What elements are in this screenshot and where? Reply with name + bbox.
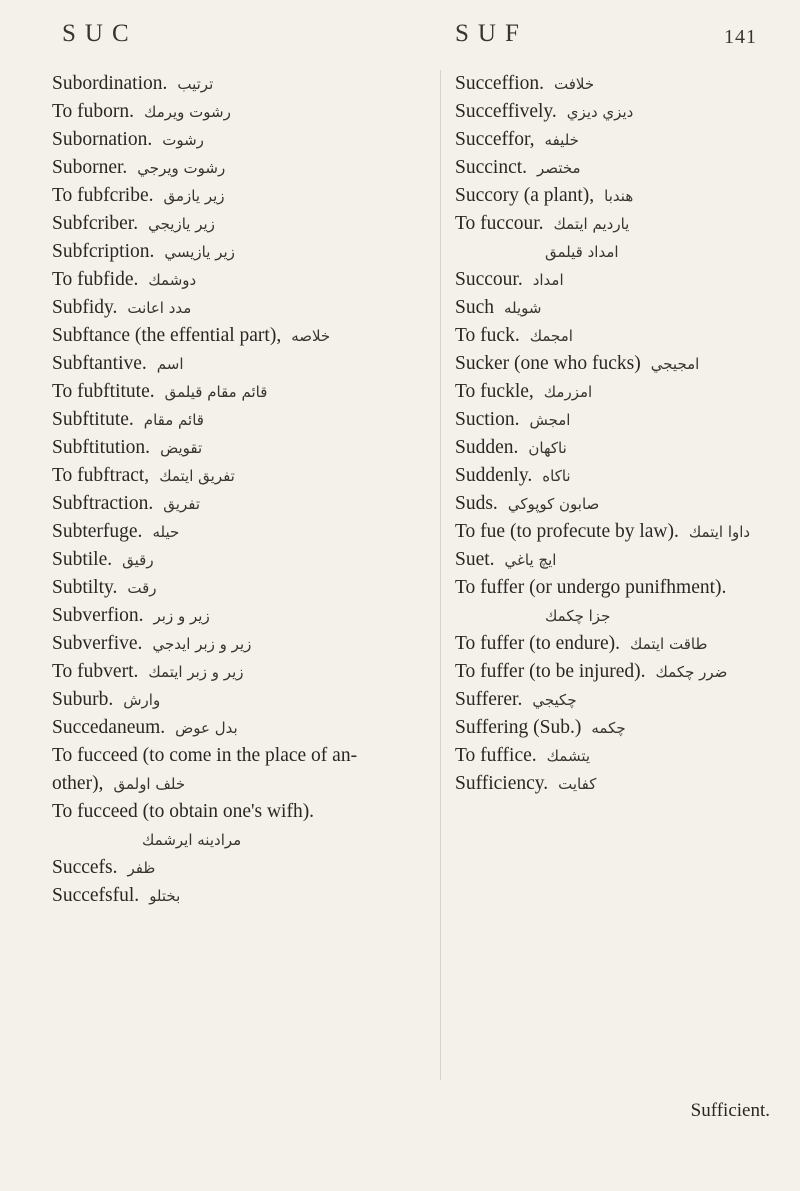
entry-english: To fuck. — [455, 325, 520, 346]
dictionary-entry — [455, 742, 785, 770]
entry-english: Succinct. — [455, 157, 528, 178]
entry-english: Suborner. — [52, 157, 128, 178]
dictionary-entry — [52, 714, 432, 742]
entry-ottoman: بختلو — [149, 887, 181, 905]
entry-english: To fucceed (to come in the place of an- — [52, 745, 358, 766]
entry-english: To fue (to profecute by law). — [455, 521, 679, 542]
dictionary-entry — [455, 154, 785, 182]
running-head-right: SUF — [455, 20, 528, 47]
dictionary-entry — [455, 378, 785, 406]
dictionary-entry — [52, 266, 432, 294]
entry-english: Succefsful. — [52, 885, 140, 906]
entry-english: To fubftract, — [52, 465, 150, 486]
entry-english: Subfcriber. — [52, 213, 139, 234]
entry-english: To fuborn. — [52, 101, 135, 122]
dictionary-entry — [455, 266, 785, 294]
entry-ottoman: هندبا — [604, 187, 634, 205]
dictionary-entry — [455, 518, 785, 546]
dictionary-entry — [52, 882, 432, 910]
entry-ottoman: كفايت — [558, 775, 597, 793]
dictionary-entry — [455, 546, 785, 574]
entry-english: Subverfive. — [52, 633, 143, 654]
entry-english: Subverfion. — [52, 605, 144, 626]
entry-english: Succeffor, — [455, 129, 535, 150]
entry-ottoman: چكمه — [591, 719, 626, 737]
entry-ottoman: وارش — [123, 691, 161, 709]
entry-english: Subftitution. — [52, 437, 151, 458]
entry-english: Sucker (one who fucks) — [455, 353, 641, 374]
entry-ottoman: يتشمك — [546, 747, 591, 765]
entry-english: To fubvert. — [52, 661, 139, 682]
dictionary-entry — [52, 658, 432, 686]
entry-english: Such — [455, 297, 494, 318]
entry-ottoman: زير و زبر ايدجي — [152, 635, 252, 653]
left-column — [52, 70, 432, 910]
dictionary-entry — [52, 854, 432, 882]
entry-ottoman: زير و زبر — [153, 607, 210, 625]
entry-english: Suffering (Sub.) — [455, 717, 582, 738]
entry-ottoman: قائم مقام قيلمق — [164, 383, 268, 401]
entry-english: Succour. — [455, 269, 523, 290]
entry-english: To fuffer (to be injured). — [455, 661, 646, 682]
entry-ottoman: خلافت — [554, 75, 595, 93]
entry-ottoman: زير و زبر ايتمك — [148, 663, 244, 681]
entry-ottoman: تفريق — [163, 495, 201, 513]
dictionary-entry — [455, 98, 785, 126]
dictionary-entry — [455, 210, 785, 238]
entry-english: Sufficiency. — [455, 773, 549, 794]
entry-english: Subtilty. — [52, 577, 118, 598]
entry-ottoman: امجش — [529, 411, 571, 429]
entry-ottoman: مرادينه ايرشمك — [142, 831, 242, 849]
entry-ottoman: خلاصه — [291, 327, 331, 345]
dictionary-entry — [455, 462, 785, 490]
dictionary-entry — [52, 182, 432, 210]
entry-english: To fuffer (to endure). — [455, 633, 621, 654]
dictionary-entry — [52, 602, 432, 630]
dictionary-entry — [455, 658, 785, 686]
dictionary-entry — [52, 574, 432, 602]
entry-english: To fuffice. — [455, 745, 537, 766]
dictionary-entry — [52, 434, 432, 462]
dictionary-entry — [52, 126, 432, 154]
entry-ottoman: ايچ ياغي — [504, 551, 557, 569]
entry-english: Subftitute. — [52, 409, 134, 430]
entry-ottoman: رشوت ويرمك — [144, 103, 231, 121]
entry-ottoman: طاقت ايتمك — [630, 635, 708, 653]
dictionary-entry — [455, 70, 785, 98]
entry-ottoman: حيله — [152, 523, 180, 541]
entry-ottoman: مختصر — [537, 159, 581, 177]
entry-english: Suddenly. — [455, 465, 533, 486]
entry-ottoman: خليفه — [544, 131, 579, 149]
dictionary-entry — [52, 378, 432, 406]
entry-ottoman: صابون كوپوكي — [507, 495, 600, 513]
dictionary-entry — [455, 182, 785, 210]
entry-ottoman: تقويض — [160, 439, 203, 457]
dictionary-entry — [52, 630, 432, 658]
dictionary-entry — [455, 630, 785, 658]
entry-ottoman: امجيجي — [650, 355, 700, 373]
entry-ottoman: يارديم ايتمك — [553, 215, 630, 233]
entry-english: To fubfide. — [52, 269, 139, 290]
entry-english: Succefs. — [52, 857, 118, 878]
entry-ottoman: زير يازمق — [163, 187, 225, 205]
dictionary-entry — [52, 742, 432, 770]
dictionary-entry — [455, 434, 785, 462]
entry-ottoman: امداد — [532, 271, 564, 289]
dictionary-entry — [455, 350, 785, 378]
entry-ottoman: ترتيب — [177, 75, 214, 93]
dictionary-entry — [52, 546, 432, 574]
catchword: Sufficient. — [690, 1100, 770, 1121]
entry-english: Sudden. — [455, 437, 519, 458]
dictionary-entry — [455, 238, 785, 266]
dictionary-entry — [455, 574, 785, 602]
entry-english: Subordination. — [52, 73, 168, 94]
entry-ottoman: تفريق ايتمك — [159, 467, 235, 485]
dictionary-entry — [455, 406, 785, 434]
dictionary-entry — [52, 462, 432, 490]
entry-ottoman: امداد قيلمق — [545, 243, 619, 261]
entry-english: other), — [52, 773, 104, 794]
entry-ottoman: زير يازيسي — [164, 243, 235, 261]
entry-english: Subftantive. — [52, 353, 147, 374]
dictionary-entry — [455, 714, 785, 742]
entry-english: Sufferer. — [455, 689, 523, 710]
dictionary-entry — [455, 686, 785, 714]
dictionary-entry — [455, 602, 785, 630]
dictionary-entry — [52, 210, 432, 238]
entry-ottoman: رشوت — [162, 131, 204, 149]
entry-ottoman: بدل عوض — [175, 719, 238, 737]
entry-ottoman: چكيجي — [532, 691, 577, 709]
entry-english: To fuckle, — [455, 381, 534, 402]
entry-english: To fucceed (to obtain one's wifh). — [52, 801, 315, 822]
dictionary-entry — [455, 294, 785, 322]
dictionary-entry — [455, 126, 785, 154]
entry-english: Subtile. — [52, 549, 113, 570]
running-head-left: SUC — [62, 20, 138, 47]
entry-ottoman: رشوت ويرجي — [137, 159, 226, 177]
entry-english: Subftance (the effential part), — [52, 325, 282, 346]
entry-ottoman: داوا ايتمك — [688, 523, 751, 541]
dictionary-entry — [52, 322, 432, 350]
entry-ottoman: جزا چكمك — [545, 607, 611, 625]
entry-ottoman: خلف اولمق — [113, 775, 186, 793]
entry-english: Succeffively. — [455, 101, 557, 122]
entry-english: Succeffion. — [455, 73, 544, 94]
entry-ottoman: ناكاه — [542, 467, 571, 485]
entry-ottoman: ظفر — [127, 859, 156, 877]
dictionary-entry — [52, 350, 432, 378]
entry-ottoman: دوشمك — [148, 271, 197, 289]
entry-ottoman: ديزي ديزي — [566, 103, 634, 121]
dictionary-entry — [455, 490, 785, 518]
entry-ottoman: شويله — [504, 299, 542, 317]
entry-english: To fuffer (or undergo punifhment). — [455, 577, 727, 598]
right-column — [455, 70, 785, 798]
entry-ottoman: زير يازيجي — [148, 215, 215, 233]
entry-ottoman: ضرر چكمك — [655, 663, 728, 681]
dictionary-entry — [52, 826, 432, 854]
dictionary-entry — [52, 490, 432, 518]
dictionary-entry — [52, 770, 432, 798]
entry-ottoman: رقيق — [122, 551, 154, 569]
entry-english: Suburb. — [52, 689, 114, 710]
entry-english: Subornation. — [52, 129, 153, 150]
entry-ottoman: ناكهان — [528, 439, 567, 457]
entry-ottoman: رقت — [127, 579, 157, 597]
dictionary-entry — [52, 98, 432, 126]
entry-english: Subftraction. — [52, 493, 154, 514]
dictionary-entry — [52, 294, 432, 322]
page-number: 141 — [724, 26, 757, 48]
entry-english: Suds. — [455, 493, 498, 514]
entry-english: Subterfuge. — [52, 521, 143, 542]
dictionary-entry — [52, 154, 432, 182]
entry-ottoman: اسم — [156, 355, 184, 373]
dictionary-entry — [455, 322, 785, 350]
entry-english: Subfcription. — [52, 241, 155, 262]
entry-english: Succory (a plant), — [455, 185, 595, 206]
entry-english: Suction. — [455, 409, 520, 430]
dictionary-entry — [52, 798, 432, 826]
entry-english: Succedaneum. — [52, 717, 166, 738]
entry-ottoman: امجمك — [529, 327, 573, 345]
entry-english: To fubftitute. — [52, 381, 155, 402]
dictionary-entry — [52, 686, 432, 714]
dictionary-entry — [52, 238, 432, 266]
dictionary-entry — [455, 770, 785, 798]
dictionary-entry — [52, 70, 432, 98]
entry-ottoman: مدد اعانت — [127, 299, 192, 317]
entry-english: Subfidy. — [52, 297, 118, 318]
dictionary-entry — [52, 518, 432, 546]
entry-english: To fubfcribe. — [52, 185, 154, 206]
entry-ottoman: امزرمك — [543, 383, 593, 401]
column-divider — [440, 70, 441, 1080]
dictionary-entry — [52, 406, 432, 434]
entry-ottoman: قائم مقام — [143, 411, 204, 429]
entry-english: To fuccour. — [455, 213, 544, 234]
entry-english: Suet. — [455, 549, 495, 570]
